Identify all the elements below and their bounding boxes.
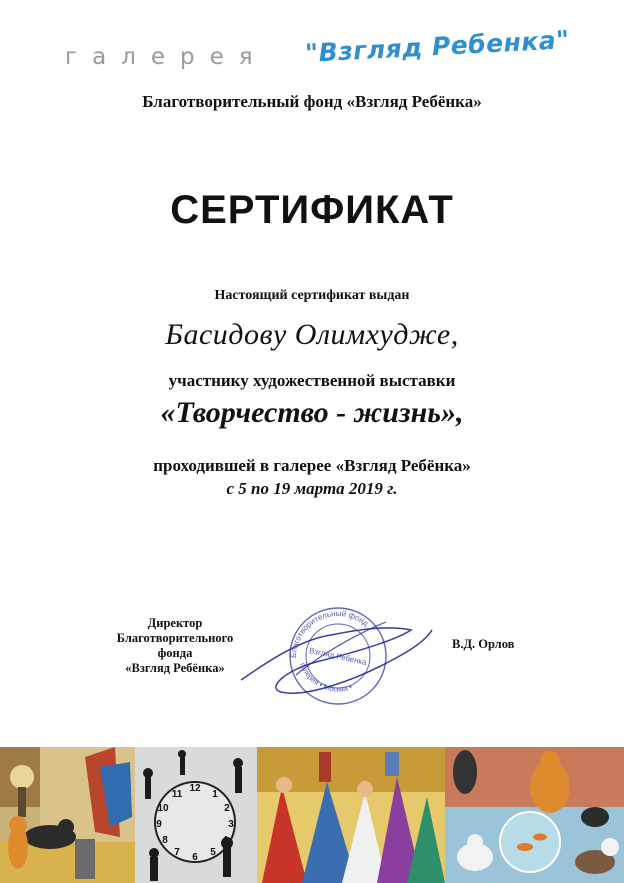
svg-text:7: 7 [174, 847, 180, 858]
svg-text:3: 3 [228, 819, 234, 830]
dates-line: с 5 по 19 марта 2019 г. [226, 479, 398, 498]
artwork-strip [0, 747, 624, 883]
svg-text:9: 9 [156, 819, 162, 830]
svg-text:12: 12 [189, 783, 201, 794]
svg-text:11: 11 [171, 789, 183, 800]
gallery-word: галерея [65, 44, 268, 70]
stamp-seal [236, 600, 436, 710]
signer-role-line3: «Взгляд Ребёнка» [125, 661, 225, 675]
svg-text:10: 10 [157, 803, 169, 814]
signer-name: В.Д. Орлов [452, 637, 515, 651]
gallery-name-logo: "Взгляд Ребенка" [304, 25, 571, 68]
signer-role [100, 616, 250, 676]
certificate-title: СЕРТИФИКАТ [170, 188, 454, 232]
artwork-cats-lamp [0, 747, 135, 883]
stamp-bottom-text: галерея • Москва • [298, 661, 354, 694]
signer-role-line1: Директор [147, 616, 203, 630]
artwork-clock [135, 747, 257, 883]
issued-line: Настоящий сертификат выдан [214, 288, 410, 303]
svg-text:1: 1 [212, 789, 218, 800]
artwork-cats-fishbowl [445, 747, 624, 883]
artwork-figures [257, 747, 445, 883]
svg-text:8: 8 [162, 835, 168, 846]
participant-line: участнику художественной выставки [168, 371, 456, 390]
held-line: проходившей в галерее «Взгляд Ребёнка» [153, 456, 471, 475]
recipient-name: Басидову Олимхудже, [165, 318, 459, 351]
svg-text:6: 6 [192, 852, 198, 863]
svg-text:5: 5 [210, 847, 216, 858]
signer-role-line2: Благотворительного фонда [116, 631, 234, 660]
stamp-outer-text: Благотворительный фонд [288, 608, 371, 659]
exhibition-name: «Творчество - жизнь», [160, 396, 464, 429]
stamp-center-text: Взгляд Ребенка [308, 646, 368, 667]
svg-text:2: 2 [224, 803, 230, 814]
gallery-logo [0, 25, 624, 90]
fund-name-line: Благотворительный фонд «Взгляд Ребёнка» [142, 92, 482, 111]
